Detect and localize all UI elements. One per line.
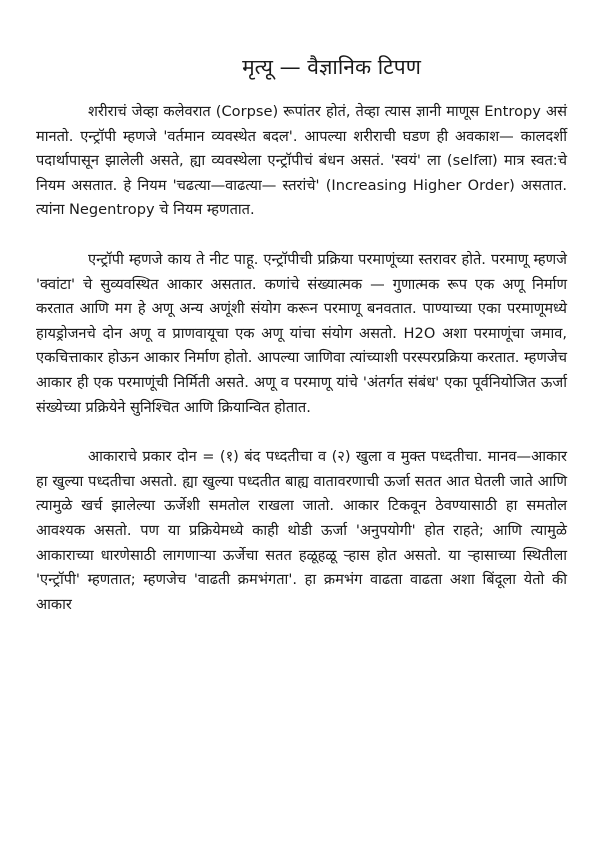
page-title: मृत्यू — वैज्ञानिक टिपण bbox=[242, 55, 421, 79]
paragraph-entropy-intro: शरीराचं जेव्हा कलेवरात (Corpse) रूपांतर होतं, तेव्हा त्यास ज्ञानी माणूस Entropy असं मानतो. एन्ट्रॉपी म्हणजे 'वर्तमान व्यवस्थेत बदल'. आपल्या शरीराची घडण ही अवकाश— कालदर्शी पदार्थापासून झालेली असते, ह्या व्यवस्थेला एन्ट्रॉपीचं बंधन असतं. 'स्वयं' ला (selfला) मात्र स्वत:चे नियम असतात. हे नियम 'चढत्या—वाढत्या— स्तरांचे' (Increasing Higher Order) असतात. त्यांना Negentropy चे नियम म्हणतात. bbox=[36, 103, 567, 219]
paragraph-entropy-process: एन्ट्रॉपी म्हणजे काय ते नीट पाहू. एन्ट्रॉपीची प्रक्रिया परमाणूंच्या स्तरावर होते. परमाणू म्हणजे 'क्वांटा' चे सुव्यवस्थित आकार असतात. कणांचे संख्यात्मक — गुणात्मक रूप एक अणू निर्माण करतात आणि मग हे अणू अन्य अणूंशी संयोग करून परमाणू बनवतात. पाण्याच्या एका परमाणूमध्ये हायड्रोजनचे दोन अणू व प्राणवायूचा एक अणू यांचा संयोग असतो. H2O अशा परमाणूंचा जमाव, एकचित्ताकार होऊन आकार निर्माण होतो. आपल्या जाणिवा त्यांच्याशी परस्परप्रक्रिया करतात. म्हणजेच आकार ही एक परमाणूंची निर्मिती असते. अणू व परमाणू यांचे 'अंतर्गत संबंध' एका पूर्वनियोजित ऊर्जा संख्येच्या प्रक्रियेने सुनिश्चित आणि क्रियान्वित होतात. bbox=[36, 250, 567, 416]
paragraph-shape-types: आकाराचे प्रकार दोन = (१) बंद पध्दतीचा व (२) खुला व मुक्त पध्दतीचा. मानव—आकार हा खुल्या पध्दतीचा असतो. ह्या खुल्या पध्दतीत बाह्य वातावरणाची ऊर्जा सतत आत घेतली जाते आणि त्यामुळे खर्च झालेल्या ऊर्जेशी समतोल राखला जातो. आकार टिकवून ठेवण्यासाठी हा समतोल आवश्यक असतो. पण या प्रक्रियेमध्ये काही थोडी ऊर्जा 'अनुपयोगी' होत राहते; आणि त्यामुळे आकाराच्या धारणेसाठी लागणाऱ्या ऊर्जेचा सतत हळूहळू ऱ्हास होत असतो. या ऱ्हासाच्या स्थितीला 'एन्ट्रॉपी' म्हणतात; म्हणजेच 'वाढती क्रमभंगता'. हा क्रमभंग वाढता वाढता अशा बिंदूला येतो की आकार bbox=[36, 448, 567, 613]
